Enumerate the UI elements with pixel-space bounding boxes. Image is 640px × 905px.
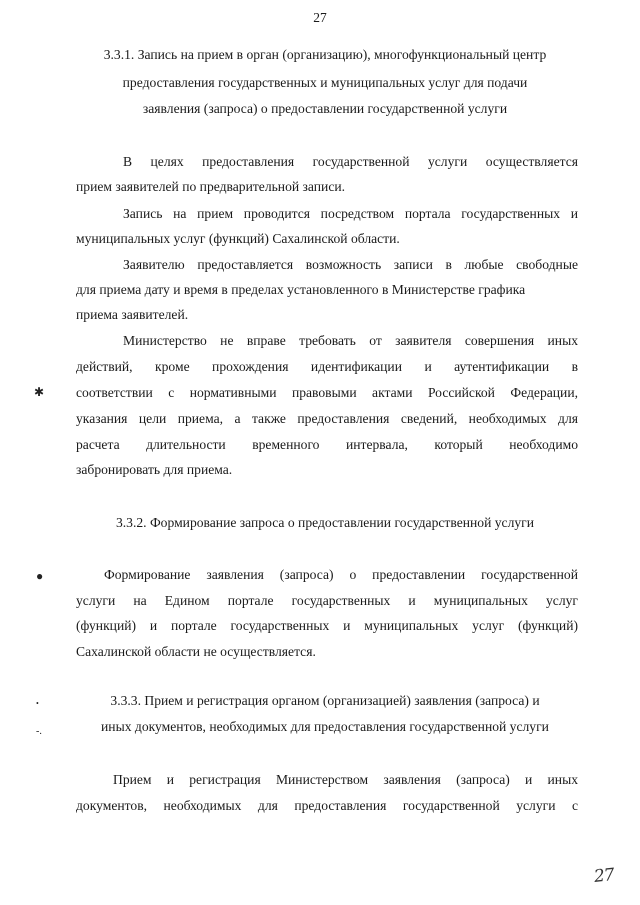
paragraph-line: действий, кроме прохождения идентификации и аутентификации в: [76, 359, 578, 374]
scan-speck-dot: •: [36, 699, 39, 708]
paragraph-line: приема заявителей.: [76, 307, 189, 322]
paragraph-line: расчета длительности временного интервала, который необходимо: [76, 437, 578, 452]
paragraph-line: соответствии с нормативными правовыми актами Российской Федерации,: [76, 385, 578, 400]
paragraph-line: забронировать для приема.: [76, 462, 233, 477]
paragraph-line: Прием и регистрация Министерством заявления (запроса) и иных: [113, 772, 578, 787]
paragraph-line: муниципальных услуг (функций) Сахалинской области.: [76, 231, 400, 246]
section-331-heading-line-3: заявления (запроса) о предоставлении государственной услуги: [142, 101, 508, 116]
section-331-heading-line-1: 3.3.1. Запись на прием в орган (организацию), многофункциональный центр: [103, 47, 547, 62]
paragraph-line: В целях предоставления государственной услуги осуществляется: [123, 154, 578, 169]
paragraph-line: указания цели приема, а также предоставления сведений, необходимых для: [76, 411, 578, 426]
paragraph-line: для приема дату и время в пределах установленного в Министерстве графика: [76, 282, 526, 297]
paragraph-line: Запись на прием проводится посредством портала государственных и: [123, 206, 578, 221]
section-333-heading-line-2: иных документов, необходимых для предоставления государственной услуги: [101, 719, 549, 734]
paragraph-line: прием заявителей по предварительной записи.: [76, 179, 346, 194]
paragraph-line: Сахалинской области не осуществляется.: [76, 644, 316, 659]
paragraph-line: (функций) и портале государственных и муниципальных услуг (функций): [76, 618, 578, 633]
paragraph-line: Формирование заявления (запроса) о предоставлении государственной: [104, 567, 578, 582]
scan-speck-mark: ●: [36, 569, 44, 583]
page-number: 27: [313, 10, 327, 25]
paragraph-line: услуги на Едином портале государственных и муниципальных услуг: [76, 593, 578, 608]
paragraph-line: документов, необходимых для предоставления государственной услуги с: [76, 798, 578, 813]
scan-speck-dash: -.: [36, 726, 42, 737]
section-332-heading: 3.3.2. Формирование запроса о предоставлении государственной услуги: [115, 515, 535, 530]
handwritten-page-mark: 27: [593, 865, 615, 887]
section-333-heading-line-1: 3.3.3. Прием и регистрация органом (организацией) заявления (запроса) и: [110, 693, 540, 708]
section-331-heading-line-2: предоставления государственных и муниципальных услуг для подачи: [122, 75, 528, 90]
paragraph-line: Заявителю предоставляется возможность записи в любые свободные: [123, 257, 578, 272]
paragraph-line: Министерство не вправе требовать от заявителя совершения иных: [123, 333, 578, 348]
scan-speck-mark: ✱: [34, 385, 45, 399]
